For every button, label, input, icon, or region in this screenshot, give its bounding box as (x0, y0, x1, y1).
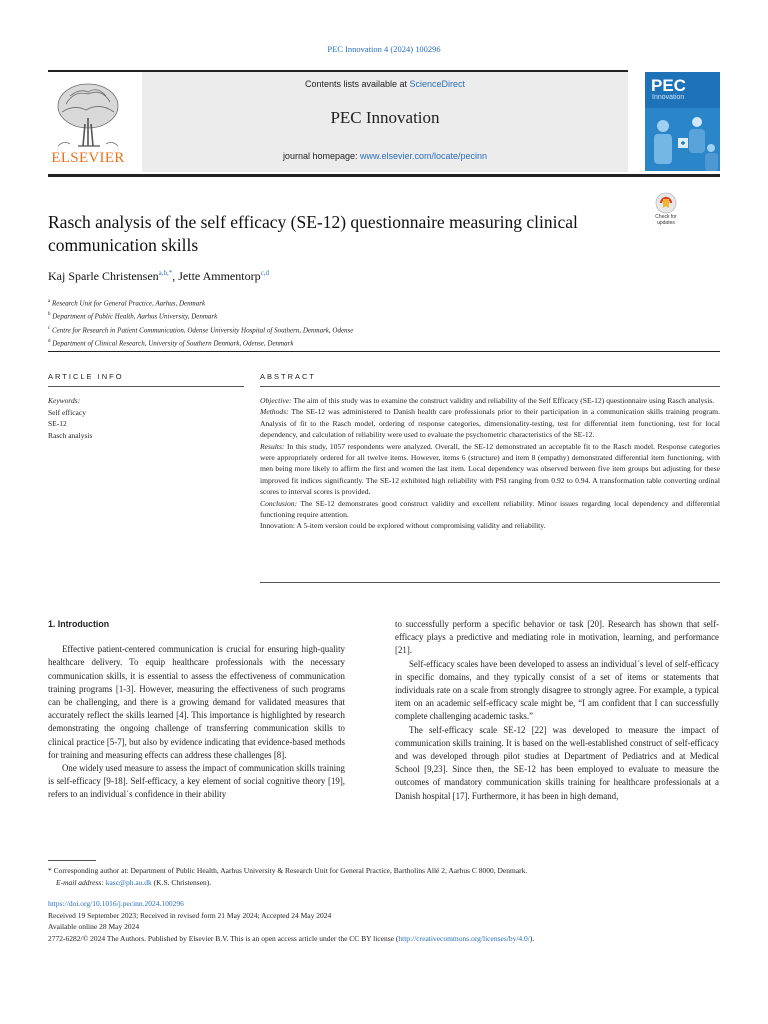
affiliation-text: Research Unit for General Practice, Aarhus, Denmark (51, 299, 206, 308)
conclusion-label: Conclusion: (260, 498, 298, 508)
doi-link[interactable]: https://doi.org/10.1016/j.pecinn.2024.100296 (48, 899, 184, 908)
body-column-right (395, 618, 719, 803)
license-suffix: ). (529, 933, 535, 943)
journal-cover-image (645, 72, 720, 171)
journal-homepage-link[interactable]: www.elsevier.com/locate/pecinn (360, 151, 488, 161)
check-updates-label: Check for updates (655, 214, 677, 226)
license-line (48, 933, 720, 945)
affiliation-item (48, 296, 728, 309)
abstract-rule (260, 386, 720, 387)
email-suffix: (K.S. Christensen). (151, 878, 212, 887)
objective-label: Objective: (260, 396, 292, 405)
cover-subtitle: Innovation (652, 94, 685, 101)
affiliation-text: Centre for Research in Patient Communication, Odense University Hospital of Southern, Denmark, Odense (51, 325, 354, 334)
methods-text: The SE-12 was administered to Danish health care professionals prior to their participation in a communication skills training program. Analysis of fit to the Rasch model, ordering of response categories, dimensionality-testing, test for differential item functioning, test for local dependency, and calculation of reliability were used to evaluate the psychometric characteristics of the SE-12. (260, 407, 720, 440)
cover-title: PEC (651, 76, 686, 95)
abstract-text (260, 395, 720, 532)
keyword: Self efficacy (48, 407, 86, 417)
abstract-conclusion (260, 498, 720, 521)
affiliation-mark: a (48, 299, 51, 304)
footnote-rule (48, 860, 96, 861)
received-dates: Received 19 September 2023; Received in revised form 21 May 2024; Accepted 24 May 2024 (48, 910, 332, 920)
homepage-line (142, 151, 628, 161)
corresponding-author: * Corresponding author at: Department of Public Health, Aarhus University & Research Unit for General Practice, Bartholins Allé 2, Aarhus C 8000, Denmark. (48, 866, 528, 875)
abstract-heading: ABSTRACT (260, 372, 317, 381)
affiliation-mark: d (48, 338, 51, 344)
methods-label: Methods: (260, 407, 289, 417)
email-line (48, 877, 720, 889)
publication-info (48, 898, 720, 944)
abstract-methods (260, 406, 720, 440)
abstract-innovation: Innovation: A 5-item version could be explored without compromising validity and reliability. (260, 521, 546, 531)
check-for-updates-badge[interactable] (648, 192, 684, 232)
affiliation-mark: c (48, 325, 51, 331)
section-rule (48, 351, 720, 352)
body-paragraph: to successfully perform a specific behavior or task [20]. Research has shown that self-efficacy plays a predictive and mediating role in motivation, learning, and performance [21]. (395, 619, 719, 656)
abstract-results (260, 441, 720, 498)
affiliation-text: Department of Public Health, Aarhus University, Denmark (52, 312, 218, 321)
results-text: In this study, 1057 respondents were analyzed. Overall, the SE-12 demonstrated an acceptable fit to the Rasch model. Response categories were appropriately ordered for all twelve items. However, items 6 (structure) and item 8 (empathy) demonstrated differential item functioning, with men being more likely to affirm the first and women the last item. Local dependency was observed between five item groups but adjusting for these improved fit indices significantly. The SE-12 exhibited high reliability with PSI ranging from 0.92 to 0.94. A transformation table converting ordinal scores to interval scores is provided. (260, 441, 720, 497)
affiliation-item (48, 336, 728, 349)
affiliations (48, 296, 728, 349)
journal-name: PEC Innovation (330, 108, 440, 127)
homepage-prefix: journal homepage: (282, 151, 360, 161)
keyword: SE-12 (48, 419, 67, 428)
body-paragraph: One widely used measure to assess the impact of communication skills training is self-efficacy [9-18]. Self-efficacy, a key element of social cognitive theory [19], refers to an individual´s confidence in their ability (48, 763, 345, 800)
author-name[interactable]: Kaj Sparle Christensen (48, 269, 159, 283)
author-affiliation-marks[interactable]: a,b,* (158, 269, 173, 277)
body-paragraph: Effective patient-centered communication is crucial for ensuring high-quality healthcare delivery. To equip healthcare professionals with the necessary communication skills, it is essential to assess the effectiveness of communication training programs [1-3]. However, measuring the effectiveness of such programs can be challenging, and there is a growing demand for validated measures that accurately reflect the skills learned [4]. This importance is highlighted by research demonstrating the ongoing challenge of transferring communication skills to clinical practice [5-7], but also by evidence indicating that evidence-based methods for training and measuring effects can address these challenges [8]. (48, 644, 345, 760)
article-info-heading: ARTICLE INFO (48, 372, 124, 381)
affiliation-mark: b (48, 312, 51, 318)
keywords-block (48, 395, 244, 441)
body-column-left (48, 618, 345, 802)
affiliation-text: Department of Clinical Research, University of Southern Denmark, Odense, Denmark (52, 339, 294, 348)
elsevier-wordmark: ELSEVIER (51, 150, 125, 166)
conclusion-text: The SE-12 demonstrates good construct validity and excellent reliability. Minor issues regarding local dependency and differential functioning require attention. (260, 498, 720, 520)
article-info-rule (48, 386, 244, 387)
affiliation-item (48, 323, 728, 336)
author-list: Kaj Sparle Christensen$^{a,b,*}$, Jette Ammentorp$^{c,d}$ (48, 269, 269, 283)
section-heading-introduction: 1. Introduction (48, 619, 110, 629)
body-paragraph: The self-efficacy scale SE-12 [22] was developed to measure the impact of communication skills training. It is based on the well-established construct of self-efficacy and was developed through pilot studies at Department of Pediatrics and at Medical School [9,23]. Since then, the SE-12 has been employed to evaluate to measure the outcomes of mandatory communication skills training for healthcare professionals at a Danish hospital [17]. Furthermore, it has been in high demand, (395, 724, 719, 801)
author-affiliation-marks[interactable]: c,d (260, 269, 269, 277)
keyword: Rasch analysis (48, 430, 93, 440)
license-link[interactable]: http://creativecommons.org/licenses/by/4.0/ (398, 933, 530, 943)
contents-prefix: Contents lists available at (304, 79, 410, 89)
keywords-label: Keywords: (48, 396, 81, 405)
affiliation-item (48, 309, 728, 322)
check-updates-icon (648, 192, 684, 214)
cover-people-icon (645, 108, 720, 171)
results-label: Results: (260, 441, 285, 451)
email-link[interactable]: kasc@ph.au.dk (105, 878, 152, 887)
objective-text: The aim of this study was to examine the construct validity and reliability of the Self Efficacy (SE-12) questionnaire using Rasch analysis. (291, 396, 715, 405)
body-paragraph: Self-efficacy scales have been developed to assess an individual´s level of self-efficacy in specific domains, and they typically consist of a set of items or statements that individuals rate on a scale from strongly disagree to strongly agree. For example, a typical item on an academic self-efficacy scale might be, “I am confident that I can successfully complete challenging academic tasks.” (395, 658, 719, 722)
journal-citation-link[interactable]: PEC Innovation 4 (2024) 100296 (327, 44, 441, 54)
article-title: Rasch analysis of the self efficacy (SE-12) questionnaire measuring clinical communication skills (48, 212, 578, 255)
license-prefix: 2772-6282/© 2024 The Authors. Published by Elsevier B.V. This is an open access article under the CC BY license ( (48, 933, 399, 943)
abstract-bottom-rule (260, 582, 720, 583)
abstract-objective (260, 395, 720, 406)
online-date: Available online 28 May 2024 (48, 922, 140, 931)
email-label: E-mail address: (56, 878, 104, 887)
sciencedirect-link[interactable]: ScienceDirect (409, 79, 466, 89)
header-bottom-rule (48, 174, 720, 177)
contents-line (142, 79, 628, 89)
author-name[interactable]: Jette Ammentorp (178, 269, 261, 283)
corresponding-author-footnote (48, 865, 720, 889)
